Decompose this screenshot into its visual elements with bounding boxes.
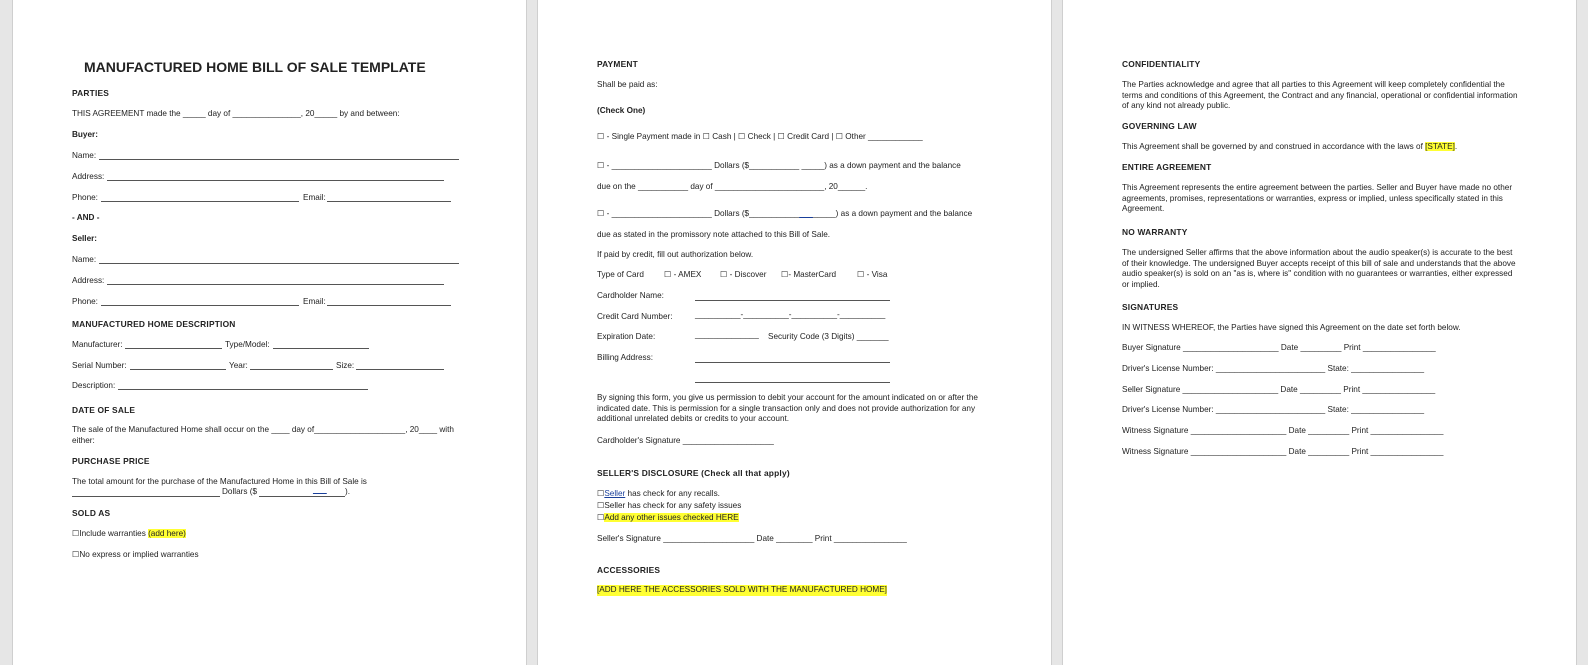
seller-address-label: Address: [72,276,105,285]
due-on-text: due on the ___________ day of ________________________, 20______. [597,182,868,191]
governing-law-heading: GOVERNING LAW [1122,121,1197,131]
payment-heading: PAYMENT [597,59,638,69]
disclosure-safety-checkbox[interactable]: ☐Seller has check for any safety issues [597,501,742,510]
confidentiality-heading: CONFIDENTIALITY [1122,59,1201,69]
seller-email-field[interactable] [327,305,451,306]
size-label: Size: [336,361,355,370]
description-label: Description: [72,381,116,390]
seller-license-line[interactable]: Driver's License Number: ________________________ State: ________________ [1122,405,1425,414]
buyer-email-label: Email: [303,193,326,202]
no-warranty-text: The undersigned Seller affirms that the above information about the audio speaker(s) is accurate to the best of their knowledge. The undersigned Buyer accepts receipt of this bill of sale and understands that the above audio speaker(s) is sold on an "as is, where is" condition with no guarantees or warranties, either expressed or implied. [1122,248,1516,289]
paid-as-text: Shall be paid as: [597,80,658,89]
no-warranty-heading: NO WARRANTY [1122,227,1188,237]
serial-number-field[interactable] [130,369,226,370]
price-amount-blank: ___ [313,485,327,494]
authorization-text: By signing this form, you give us permission to debit your account for the amount indicated on or after the indicated date. This is permission for a single transaction only and does not provide authorization for any additional unrelated debits or credits to your account. [597,393,978,423]
date-of-sale-heading: DATE OF SALE [72,405,136,415]
seller-phone-field[interactable] [101,305,299,306]
witness-whereof-text: IN WITNESS WHEREOF, the Parties have signed this Agreement on the date set forth below. [1122,323,1461,332]
disclosure-seller-link: Seller [604,489,626,498]
seller-signature-line[interactable]: Seller's Signature ____________________ Date ________ Print ________________ [597,534,907,543]
governing-law-end: . [1454,142,1458,151]
mastercard-checkbox[interactable]: ☐- MasterCard [781,270,837,279]
date-of-sale-text: The sale of the Manufactured Home shall occur on the ____ day of____________________, 20____ with either: [72,425,454,445]
buyer-name-field[interactable] [99,159,459,160]
disclosure-recalls-text: has check for any recalls. [625,489,720,498]
document-title: MANUFACTURED HOME BILL OF SALE TEMPLATE [84,59,426,75]
expiration-label: Expiration Date: [597,332,656,341]
manufacturer-field[interactable] [125,348,222,349]
down-payment-2-end: _____) as a down payment and the balance [812,209,973,218]
cardholder-signature-field[interactable]: Cardholder's Signature ____________________ [597,436,774,445]
buyer-phone-field[interactable] [101,201,299,202]
down-payment-2-start: ☐ - ______________________ Dollars ($___________ [597,209,800,218]
description-field[interactable] [118,389,368,390]
seller-name-field[interactable] [99,263,459,264]
purchase-price-text: The total amount for the purchase of the Manufactured Home in this Bill of Sale is [72,477,367,486]
seller-label: Seller: [72,234,98,243]
agreement-line: THIS AGREEMENT made the _____ day of _______________, 20_____ by and between: [72,109,400,118]
disclosure-heading: SELLER'S DISCLOSURE (Check all that apply) [597,468,790,478]
billing-address-field-2[interactable] [695,382,890,383]
no-warranties-checkbox[interactable]: ☐No express or implied warranties [72,550,199,559]
document-page-1 [12,0,527,665]
buyer-name-label: Name: [72,151,97,160]
seller-signature-line-final[interactable]: Seller Signature _____________________ Date _________ Print ________________ [1122,385,1436,394]
governing-law-text [1122,142,1457,153]
manufacturer-label: Manufacturer: [72,340,123,349]
governing-law-body: This Agreement shall be governed by and construed in accordance with the laws of [1122,142,1423,151]
cc-number-field[interactable]: __________-__________-__________-__________ [695,310,886,319]
buyer-address-field[interactable] [107,180,444,181]
type-model-field[interactable] [273,348,369,349]
down-payment-option-2[interactable] [597,209,972,220]
buyer-signature-line[interactable]: Buyer Signature _____________________ Date _________ Print ________________ [1122,343,1436,352]
confidentiality-text: The Parties acknowledge and agree that all parties to this Agreement will keep completely confidential the terms and conditions of this Agreement, the Contract and any financial, operational or confidential information of any kind not already public. [1122,80,1518,110]
cc-number-label: Credit Card Number: [597,312,673,321]
add-here-placeholder: (add here) [148,529,186,538]
disclosure-other-checkbox[interactable] [597,513,739,524]
buyer-license-line[interactable]: Driver's License Number: ________________________ State: ________________ [1122,364,1425,373]
accessories-placeholder: [ADD HERE THE ACCESSORIES SOLD WITH THE MANUFACTURED HOME] [597,585,887,594]
cardholder-name-label: Cardholder Name: [597,291,664,300]
disclosure-recalls-checkbox[interactable] [597,489,720,500]
price-amount-field[interactable] [259,496,345,497]
billing-address-field-1[interactable] [695,362,890,363]
include-warranties-label: ☐Include warranties [72,529,146,538]
type-of-card-label: Type of Card [597,270,644,279]
down-payment-option-1[interactable]: ☐ - ______________________ Dollars ($___________ _____) as a down payment and the balance [597,161,961,170]
and-divider: - AND - [72,213,100,222]
type-model-label: Type/Model: [225,340,270,349]
description-heading: MANUFACTURED HOME DESCRIPTION [72,319,236,329]
check-one-label: (Check One) [597,106,646,115]
year-label: Year: [229,361,248,370]
year-field[interactable] [250,369,333,370]
include-warranties-checkbox[interactable] [72,529,186,540]
promissory-note-text: due as stated in the promissory note attached to this Bill of Sale. [597,230,831,239]
disclosure-other-box: ☐ [597,513,605,522]
seller-phone-label: Phone: [72,297,98,306]
entire-agreement-heading: ENTIRE AGREEMENT [1122,162,1212,172]
state-placeholder: [STATE] [1425,142,1455,151]
disclosure-other-placeholder: Add any other issues checked HERE [604,513,739,522]
document-page-3 [1062,0,1577,665]
purchase-price-heading: PURCHASE PRICE [72,456,150,466]
expiration-field[interactable]: ______________ [695,330,759,339]
signatures-heading: SIGNATURES [1122,302,1179,312]
buyer-email-field[interactable] [327,201,451,202]
witness-signature-line-1[interactable]: Witness Signature _____________________ Date _________ Print ________________ [1122,426,1444,435]
dollars-label: Dollars ($ [222,487,258,496]
sold-as-heading: SOLD AS [72,508,111,518]
discover-checkbox[interactable]: ☐ - Discover [720,270,767,279]
size-field[interactable] [356,369,444,370]
buyer-label: Buyer: [72,130,98,139]
buyer-address-label: Address: [72,172,105,181]
security-code-field[interactable]: Security Code (3 Digits) _______ [768,332,889,341]
witness-signature-line-2[interactable]: Witness Signature _____________________ Date _________ Print ________________ [1122,447,1444,456]
seller-address-field[interactable] [107,284,444,285]
cardholder-name-field[interactable] [695,300,890,301]
serial-number-label: Serial Number: [72,361,127,370]
seller-name-label: Name: [72,255,97,264]
buyer-phone-label: Phone: [72,193,98,202]
single-payment-option[interactable]: ☐ - Single Payment made in ☐ Cash | ☐ Check | ☐ Credit Card | ☐ Other ____________ [597,132,923,141]
credit-note-text: If paid by credit, fill out authorization below. [597,250,754,259]
accessories-heading: ACCESSORIES [597,565,661,575]
entire-agreement-text: This Agreement represents the entire agreement between the parties. Seller and Buyer have made no other agreements, promises, representations or warranties, express or implied, unless specifically stated in this Agreement. [1122,183,1513,213]
seller-email-label: Email: [303,297,326,306]
visa-checkbox[interactable]: ☐ - Visa [857,270,888,279]
dollars-close: ). [345,487,351,496]
document-page-2 [537,0,1052,665]
disclosure-box: ☐ [597,489,605,498]
parties-heading: PARTIES [72,88,110,98]
price-words-field[interactable] [72,496,220,497]
amex-checkbox[interactable]: ☐ - AMEX [664,270,702,279]
billing-address-label: Billing Address: [597,353,653,362]
down-payment-2-blank: ___ [799,209,813,218]
